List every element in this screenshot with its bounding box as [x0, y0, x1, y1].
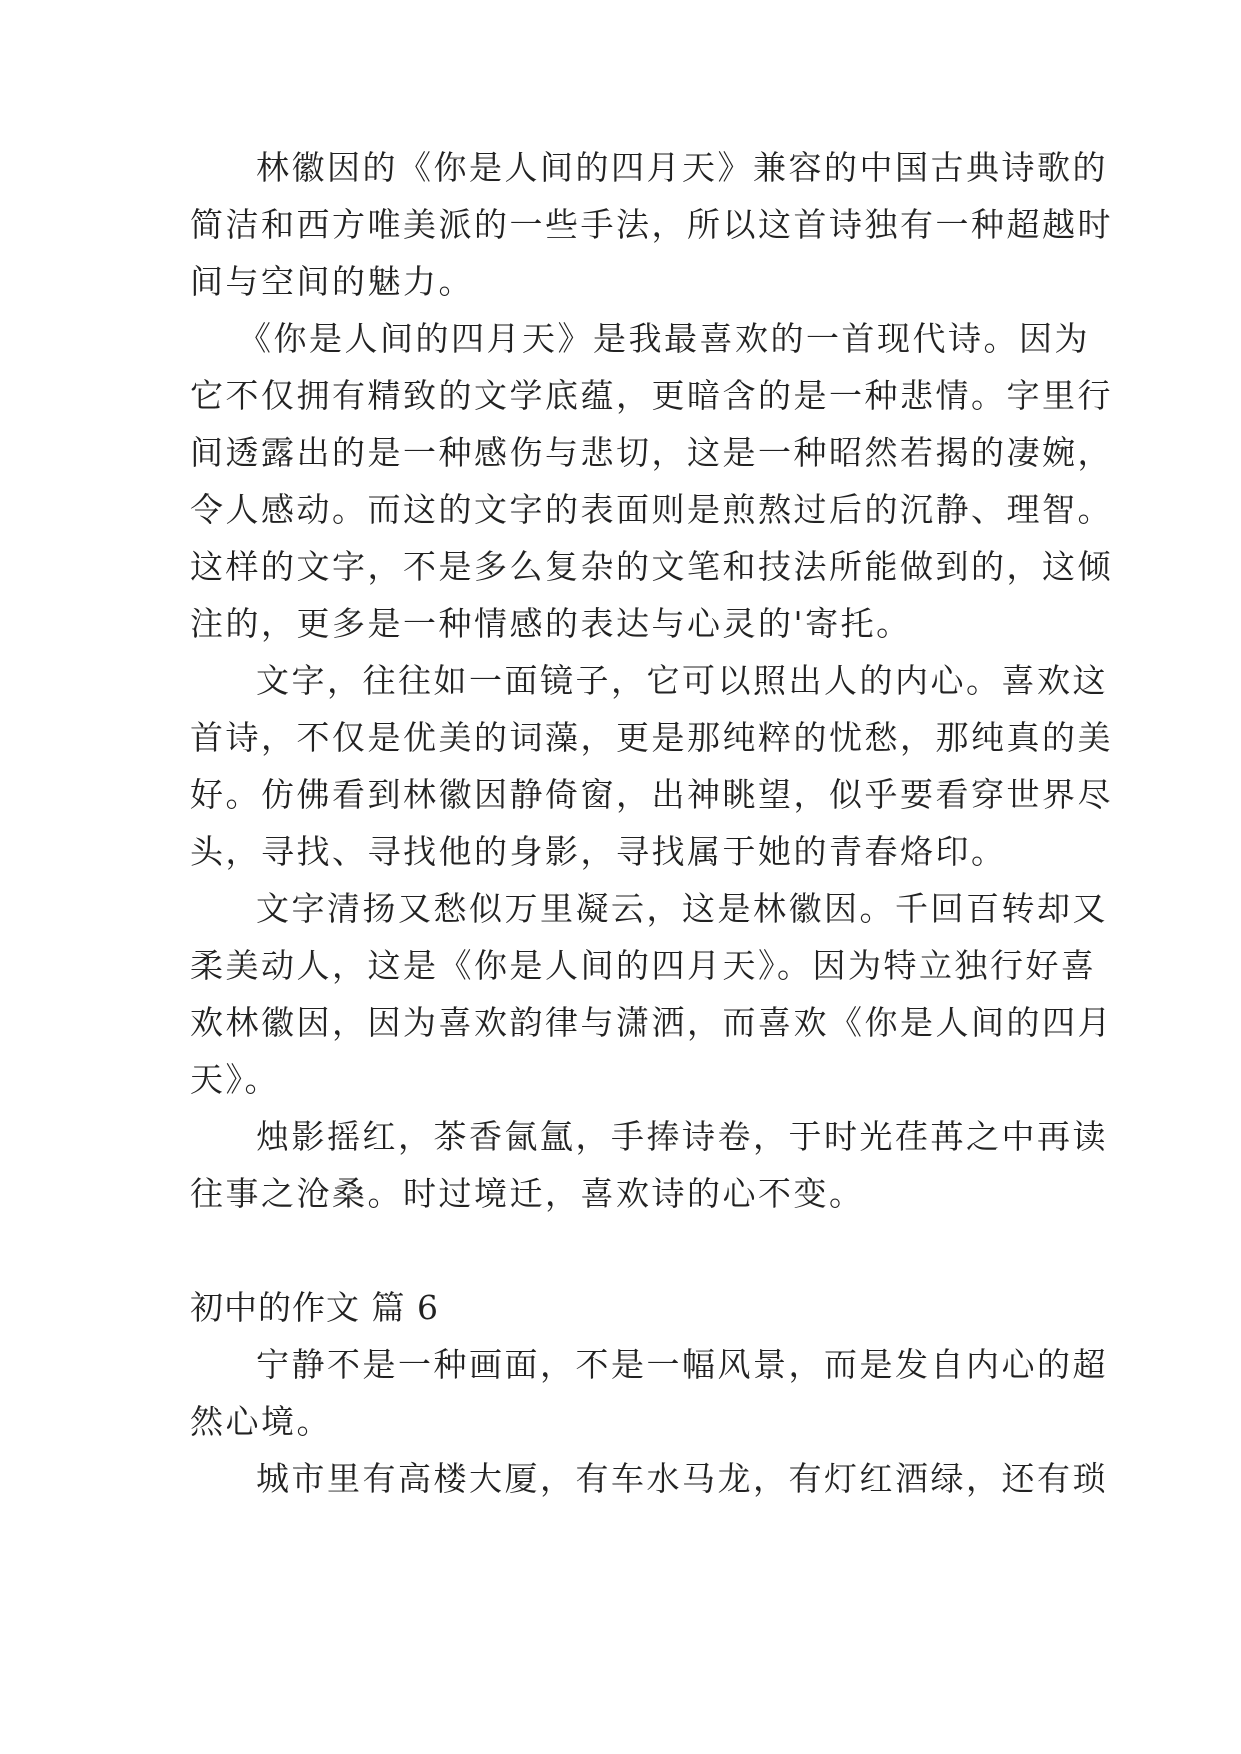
text-line: 首诗，不仅是优美的词藻，更是那纯粹的忧愁，那纯真的美: [190, 718, 1113, 757]
text-line: 柔美动人，这是《你是人间的四月天》。因为特立独行好喜: [190, 946, 1097, 985]
text-line: 林徽因的《你是人间的四月天》兼容的中国古典诗歌的: [256, 148, 1108, 187]
text-line: 宁静不是一种画面，不是一幅风景，而是发自内心的超: [256, 1345, 1108, 1384]
text-line: 文字，往往如一面镜子，它可以照出人的内心。喜欢这: [256, 661, 1108, 700]
text-line: 这样的文字，不是多么复杂的文笔和技法所能做到的，这倾: [190, 547, 1113, 586]
section-heading: 初中的作文 篇 6: [190, 1288, 439, 1327]
text-line: 城市里有高楼大厦，有车水马龙，有灯红酒绿，还有琐: [256, 1459, 1108, 1498]
text-line: 间与空间的魅力。: [190, 262, 474, 301]
text-line: 简洁和西方唯美派的一些手法，所以这首诗独有一种超越时: [190, 205, 1113, 244]
text-line: 文字清扬又愁似万里凝云，这是林徽因。千回百转却又: [256, 889, 1108, 928]
text-line: 天》。: [190, 1060, 280, 1099]
text-line: 间透露出的是一种感伤与悲切，这是一种昭然若揭的凄婉，: [190, 433, 1113, 472]
text-line: 注的，更多是一种情感的表达与心灵的'寄托。: [190, 604, 912, 643]
text-line: 烛影摇红，茶香氤氲，手捧诗卷，于时光荏苒之中再读: [256, 1117, 1108, 1156]
text-line: 头，寻找、寻找他的身影，寻找属于她的青春烙印。: [190, 832, 1007, 871]
text-line: 欢林徽因，因为喜欢韵律与潇洒，而喜欢《你是人间的四月: [190, 1003, 1113, 1042]
text-line: 它不仅拥有精致的文学底蕴，更暗含的是一种悲情。字里行: [190, 376, 1113, 415]
text-line: 好。仿佛看到林徽因静倚窗，出神眺望，似乎要看穿世界尽: [190, 775, 1113, 814]
text-line: 然心境。: [190, 1402, 332, 1441]
text-line: 《你是人间的四月天》是我最喜欢的一首现代诗。因为: [238, 319, 1090, 358]
text-line: 往事之沧桑。时过境迁，喜欢诗的心不变。: [190, 1174, 865, 1213]
text-line: 令人感动。而这的文字的表面则是煎熬过后的沉静、理智。: [190, 490, 1113, 529]
